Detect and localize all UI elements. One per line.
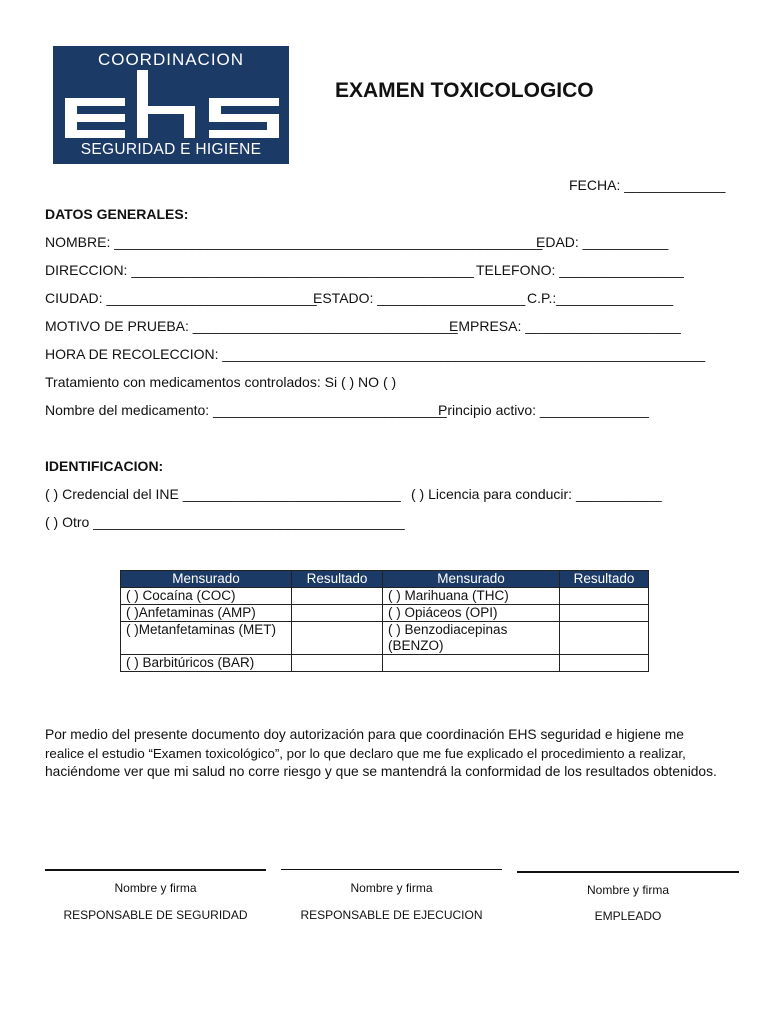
table-cell[interactable] <box>383 655 560 672</box>
table-cell[interactable] <box>292 588 383 605</box>
empresa-field[interactable]: EMPRESA: ____________________ <box>449 318 681 334</box>
signature-label-seguridad: Nombre y firma <box>114 881 197 895</box>
col-header-resultado: Resultado <box>292 571 383 588</box>
table-cell[interactable]: ( ) Benzodiacepinas (BENZO) <box>383 622 560 655</box>
signature-line-seguridad[interactable] <box>45 869 266 871</box>
table-cell[interactable] <box>560 588 649 605</box>
table-row <box>121 605 649 622</box>
consent-line-1: Por medio del presente documento doy autorización para que coordinación EHS seguridad e higiene me <box>45 727 684 742</box>
results-table <box>120 570 649 672</box>
logo-bottom-text: SEGURIDAD E HIGIENE <box>80 141 262 158</box>
ciudad-field[interactable]: CIUDAD: ___________________________ <box>45 290 317 306</box>
consent-line-3: haciéndome ver que mi salud no corre riesgo y que se mantendrá la conformidad de los resultados obtenidos. <box>45 764 717 779</box>
table-cell[interactable] <box>292 622 383 655</box>
signature-role-empleado: EMPLEADO <box>594 909 662 923</box>
signature-label-ejecucion: Nombre y firma <box>350 881 433 895</box>
direccion-field[interactable]: DIRECCION: ____________________________________________ <box>45 262 474 278</box>
tratamiento-question[interactable]: Tratamiento con medicamentos controlados: Si ( ) NO ( ) <box>45 374 397 390</box>
datos-generales-heading: DATOS GENERALES: <box>45 206 189 222</box>
table-cell[interactable] <box>292 655 383 672</box>
nombre-field[interactable]: NOMBRE: _______________________________________________________ <box>45 234 543 250</box>
company-logo <box>53 46 289 164</box>
signature-line-empleado[interactable] <box>517 871 739 873</box>
table-cell[interactable]: ( )Anfetaminas (AMP) <box>121 605 292 622</box>
ine-option[interactable]: ( ) Credencial del INE ____________________________ <box>45 486 401 502</box>
estado-field[interactable]: ESTADO: ___________________ <box>313 290 526 306</box>
signature-line-ejecucion[interactable] <box>281 869 502 870</box>
table-header-row <box>121 571 649 588</box>
principio-activo-field[interactable]: Principio activo: ______________ <box>438 402 649 418</box>
table-cell[interactable] <box>560 622 649 655</box>
signature-role-ejecucion: RESPONSABLE DE EJECUCION <box>300 908 483 922</box>
table-row <box>121 655 649 672</box>
licencia-option[interactable]: ( ) Licencia para conducir: ___________ <box>411 486 662 502</box>
hora-recoleccion-field[interactable]: HORA DE RECOLECCION: ______________________________________________________________ <box>45 346 706 362</box>
table-cell[interactable]: ( ) Cocaína (COC) <box>121 588 292 605</box>
table-cell[interactable]: ( )Metanfetaminas (MET) <box>121 622 292 655</box>
table-cell[interactable] <box>560 655 649 672</box>
consent-line-2: realice el estudio “Examen toxicológico”, por lo que declaro que me fue explicado el procedimiento a realizar, <box>45 746 686 761</box>
table-cell[interactable] <box>292 605 383 622</box>
table-cell[interactable] <box>560 605 649 622</box>
col-header-resultado-2: Resultado <box>560 571 649 588</box>
col-header-mensurado: Mensurado <box>121 571 292 588</box>
table-cell[interactable]: ( ) Barbitúricos (BAR) <box>121 655 292 672</box>
table-row <box>121 588 649 605</box>
signature-label-empleado: Nombre y firma <box>586 883 669 897</box>
fecha-field[interactable]: FECHA: _____________ <box>569 177 726 193</box>
table-cell[interactable]: ( ) Opiáceos (OPI) <box>383 605 560 622</box>
logo-top-text: COORDINACION <box>97 50 245 69</box>
edad-field[interactable]: EDAD: ___________ <box>536 234 669 250</box>
medicamento-field[interactable]: Nombre del medicamento: ______________________________ <box>45 402 447 418</box>
col-header-mensurado-2: Mensurado <box>383 571 560 588</box>
telefono-field[interactable]: TELEFONO: ________________ <box>476 262 684 278</box>
page-title: EXAMEN TOXICOLOGICO <box>335 79 594 102</box>
signature-role-seguridad: RESPONSABLE DE SEGURIDAD <box>63 908 248 922</box>
table-row <box>121 622 649 655</box>
motivo-field[interactable]: MOTIVO DE PRUEBA: __________________________________ <box>45 318 458 334</box>
identificacion-heading: IDENTIFICACION: <box>45 458 164 474</box>
otro-option[interactable]: ( ) Otro ________________________________________ <box>45 514 405 530</box>
table-cell[interactable]: ( ) Marihuana (THC) <box>383 588 560 605</box>
cp-field[interactable]: C.P.:_______________ <box>527 290 674 306</box>
